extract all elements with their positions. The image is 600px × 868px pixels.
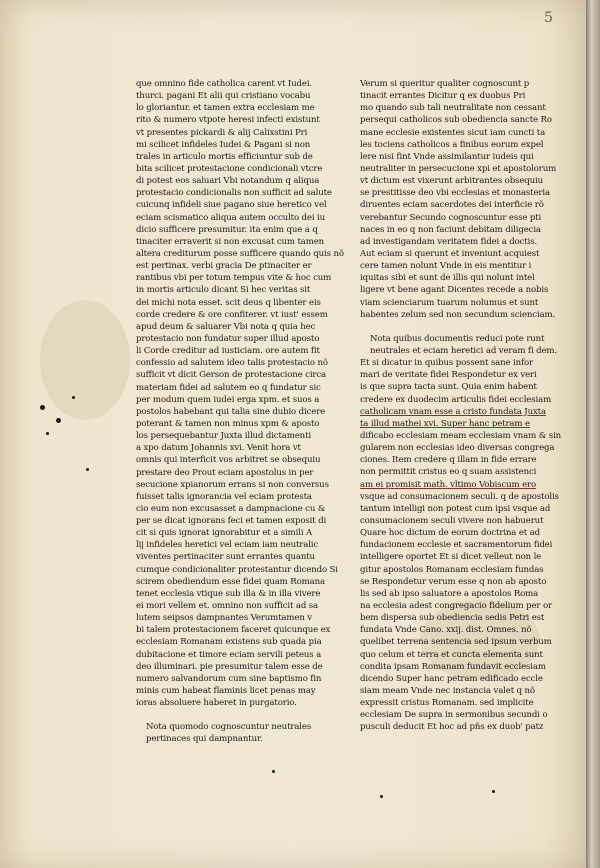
text-line: Aut eciam si querunt et inveniunt acquiest bbox=[360, 248, 540, 259]
text-line: secucione xpianorum errans si non conversus bbox=[136, 479, 329, 490]
text-line: neutraliter in persecucione xpi et apostolorum bbox=[360, 163, 557, 174]
text-line: mi scilicet infideles Iudei & Pagani si non bbox=[136, 139, 311, 150]
text-line: lutem seipsos dampnantes Verumtamen v bbox=[136, 613, 313, 624]
text-line: di potest eos saluari Vbi notandum q aliqua bbox=[136, 176, 320, 187]
text-line: deo illuminari. pie presumitur talem esse de bbox=[136, 661, 323, 672]
text-line: dei michi nota esset. scit deus q libenter eis bbox=[136, 297, 321, 308]
text-line: naces in eo q non faciunt debitam diligecia bbox=[360, 224, 541, 235]
wormhole bbox=[56, 418, 61, 423]
text-line: gitur apostolos Romanam ecclesiam fundas bbox=[360, 564, 544, 575]
folio-number: 5 bbox=[544, 10, 553, 26]
text-line: cio eum non excusasset a dampnacione cu & bbox=[136, 503, 326, 514]
text-line: a xpo datum Johannis xvi. Venit hora vt bbox=[136, 443, 301, 454]
text-line: Et si dicatur in quibus possent sane infor bbox=[360, 358, 533, 369]
text-line: li Corde creditur ad iusticiam. ore autem fit bbox=[136, 346, 320, 357]
text-line: vt presentes pickardi & alij Calixstini Pri bbox=[136, 127, 308, 138]
text-line: ad investigandam veritatem fidei a doctis. bbox=[360, 236, 538, 247]
text-line: intelligere oportet Et si dicet velleut non le bbox=[360, 552, 542, 563]
right-text-column bbox=[360, 78, 572, 733]
text-line: los persequebantur Juxta illud dictamenti bbox=[136, 431, 311, 442]
text-line: mo quando sub tali neutralitate non cessant bbox=[360, 103, 546, 114]
text-line: numero salvandorum cum sine baptismo fin bbox=[136, 673, 322, 684]
text-line: rantibus vbi per totum tempus vite & hoc cum bbox=[136, 273, 332, 284]
text-line: Quare hoc dictum de eorum doctrina et ad bbox=[360, 528, 540, 539]
text-line: viam scienciarum tuarum nolumus et sunt bbox=[360, 297, 539, 308]
text-line: thurci. pagani Et alii qui cristiano vocabu bbox=[136, 91, 311, 102]
text-line: catholicam vnam esse a cristo fundata Juxta bbox=[360, 406, 546, 417]
text-line: ei mori vellem et. omnino non sufficit ad sa bbox=[136, 601, 318, 612]
text-line: per modum quem iudei erga xpm. et suos a bbox=[136, 394, 320, 405]
section-heading: Nota quibus documentis reduci pote runt neutrales et eciam heretici ad veram fi dem. bbox=[370, 333, 557, 356]
text-line: cit si quis ignorat ignorabitur et a simili A bbox=[136, 528, 313, 539]
text-line: fundacionem ecclesie et sacramentorum fidei bbox=[360, 540, 553, 551]
text-line: postolos habebant qui talia sine dubio dicere bbox=[136, 406, 326, 417]
spacer bbox=[360, 321, 572, 333]
text-line: habentes zelum sed non secundum scienciam. bbox=[360, 309, 556, 320]
text-line: rito & numero vtpote heresi infecti existunt bbox=[136, 115, 320, 126]
text-line: gularem non ecclesias ideo diversas congrega bbox=[360, 443, 555, 454]
text-line: se prestitisse deo vbi ecclesias et monasteria bbox=[360, 188, 550, 199]
text-line: vsque ad consumacionem seculi. q de apostolis bbox=[360, 491, 559, 502]
text-line: dubitacione et timore eciam servili peteus a bbox=[136, 649, 322, 660]
text-line: vt dictum est vixerunt arbitrantes obsequiu bbox=[360, 176, 543, 187]
wormhole bbox=[40, 405, 45, 410]
text-line: apud deum & saluarer Vbi nota q quia hec bbox=[136, 321, 316, 332]
text-line: ioras absoluere haberet in purgatorio. bbox=[136, 698, 297, 709]
text-line: protestacio condicionalis non sufficit ad salute bbox=[136, 188, 332, 199]
text-line: pusculi deducit Et hoc ad pñs ex duob' patz bbox=[360, 722, 544, 733]
spacer bbox=[136, 709, 344, 721]
book-edge bbox=[586, 0, 600, 868]
text-line: siam meam Vnde nec instancia valet q nõ bbox=[360, 685, 535, 696]
text-line: mari de veritate fidei Respondetur ex veri bbox=[360, 370, 537, 381]
text-line: iquitas sibi et sunt de illis qui nolunt intel bbox=[360, 273, 535, 284]
text-line: les tociens catholicos a finibus eorum expel bbox=[360, 139, 544, 150]
text-line: expressit cristus Romanam. sed implicite bbox=[360, 698, 534, 709]
text-line: materiam fidei ad salutem eo q fundatur sic bbox=[136, 382, 321, 393]
text-line: per se dicat ignorans feci et tamen exposit di bbox=[136, 516, 327, 527]
text-line: ecclesiam De supra in sermonibus secundi o bbox=[360, 710, 548, 721]
text-line: tinacit errantes Dicitur q ex duobus Pri bbox=[360, 91, 526, 102]
wormhole bbox=[492, 790, 495, 793]
section-heading: Nota quomodo cognoscuntur neutrales pertinaces qui dampnantur. bbox=[146, 722, 312, 745]
text-line: lij infideles heretici vel eciam iam neutralic bbox=[136, 540, 319, 551]
text-line: tinaciter erraverit si non excusat cum tamen bbox=[136, 236, 325, 247]
text-line: quelibet terrena sentencia sed ipsum verbum bbox=[360, 637, 552, 648]
wormhole bbox=[86, 468, 89, 471]
text-line: mane ecclesie existentes sicut iam cuncti ta bbox=[360, 127, 546, 138]
text-line: corde credere & ore confiterer. vt iust' essem bbox=[136, 309, 328, 320]
text-line: dicendo Super hanc petram edificado eccle bbox=[360, 673, 543, 684]
text-line: in mortis articulo dicant Si hec veritas sit bbox=[136, 285, 311, 296]
text-line: se Respondetur verum esse q non ab aposto bbox=[360, 576, 547, 587]
text-line: confessio ad salutem ideo talis protestacio nõ bbox=[136, 358, 328, 369]
text-line: is que supra tacta sunt. Quia enim habent bbox=[360, 382, 537, 393]
text-line: verebantur Secundo cognoscuntur esse pti bbox=[360, 212, 542, 223]
text-line: ligere vt bene agant Dicentes recede a nobis bbox=[360, 285, 549, 296]
text-line: diruentes eciam sacerdotes dei interficie rõ bbox=[360, 200, 544, 211]
text-line: est pertinax. verbi gracia De ptinaciter er bbox=[136, 261, 312, 272]
text-line: scirem obediendum esse fidei quam Romana bbox=[136, 576, 325, 587]
text-line: dificabo ecclesiam meam ecclesiam vnam & sin bbox=[360, 430, 562, 441]
text-line: ta illud mathei xvi. Super hanc petram e bbox=[360, 418, 530, 429]
text-line: consumacionem seculi vivere non habuerut bbox=[360, 515, 544, 526]
text-line: lis sed ab ipso saluatore a apostolos Roma bbox=[360, 588, 539, 599]
text-line: quo celum et terra et cuncta elementa sunt bbox=[360, 649, 543, 660]
paper-stain bbox=[40, 300, 130, 420]
text-line: non permittit cristus eo q suam assistenci bbox=[360, 467, 537, 478]
text-line: lere nisi fint Vnde assimilantur iudeis qui bbox=[360, 151, 534, 162]
text-line: trales in articulo mortis efficiuntur sub de bbox=[136, 151, 313, 162]
text-line: lo gloriantur. et tamen extra ecclesiam me bbox=[136, 103, 315, 114]
text-line: ciones. Item credere q illam in fide errare bbox=[360, 455, 537, 466]
left-text-column bbox=[136, 78, 344, 746]
text-line: fundata Vnde Cano. xxij. dist. Omnes. nõ bbox=[360, 625, 532, 636]
text-line: credere ex duodecim articulis fidei ecclesiam bbox=[360, 394, 552, 405]
text-line: Verum si queritur qualiter cognoscunt p bbox=[360, 79, 530, 89]
wormhole bbox=[46, 432, 49, 435]
text-line: eciam scismatico aliqua autem occulto dei iu bbox=[136, 212, 326, 223]
wormhole bbox=[272, 770, 275, 773]
text-line: cumque condicionaliter protestantur dicendo Si bbox=[136, 564, 338, 575]
wormhole bbox=[380, 795, 383, 798]
text-line: bita scilicet protestacione condicionali vtcre bbox=[136, 163, 323, 174]
text-line: prestare deo Prout eciam apostolus in per bbox=[136, 467, 314, 478]
text-line: protestacio non fundatur super illud aposto bbox=[136, 333, 320, 344]
text-line: que omnino fide catholica carent vt Iudei. bbox=[136, 79, 312, 89]
text-line: ecclesiam Romanam existens sub quada pia bbox=[136, 637, 322, 648]
text-line: persequi catholicos sub obediencia sancte Ro bbox=[360, 115, 552, 126]
text-line: viventes pertinaciter sunt errantes quantu bbox=[136, 552, 315, 563]
text-line: bi talem protestacionem faceret quicunque ex bbox=[136, 625, 331, 636]
text-line: fuisset talis ignorancia vel eciam protesta bbox=[136, 491, 312, 502]
text-line: sufficit vt dicit Gerson de protestacione circa bbox=[136, 370, 327, 381]
text-line: dicio sufficere presumitur. ita enim que a q bbox=[136, 224, 318, 235]
text-line: cuicunq infideli siue pagano siue heretico vel bbox=[136, 200, 327, 211]
text-line: tantum intelligi non potest cum ipsi vsque ad bbox=[360, 503, 551, 514]
text-line: poterant & tamen non minus xpm & aposto bbox=[136, 418, 320, 429]
wormhole bbox=[72, 396, 75, 399]
text-line: condita ipsam Romanam fundavit ecclesiam bbox=[360, 661, 546, 672]
text-line: minis cum habeat flaminis licet penas may bbox=[136, 686, 316, 697]
text-line: omnis qui interficit vos arbitret se obsequiu bbox=[136, 455, 321, 466]
text-line: bem dispersa sub obediencia sedis Petri est bbox=[360, 613, 545, 624]
text-line: tenet ecclesia vtique sub illa & in illa vivere bbox=[136, 588, 321, 599]
text-line: cere tamen nolunt Vnde in eis mentitur i bbox=[360, 261, 532, 272]
text-line: am ei promisit math. vltimo Vobiscum ero bbox=[360, 479, 537, 490]
text-line: altera crediturum posse sufficere quando quis nõ bbox=[136, 248, 344, 259]
text-line: na ecclesia adest congregacio fidelium per or bbox=[360, 600, 552, 611]
